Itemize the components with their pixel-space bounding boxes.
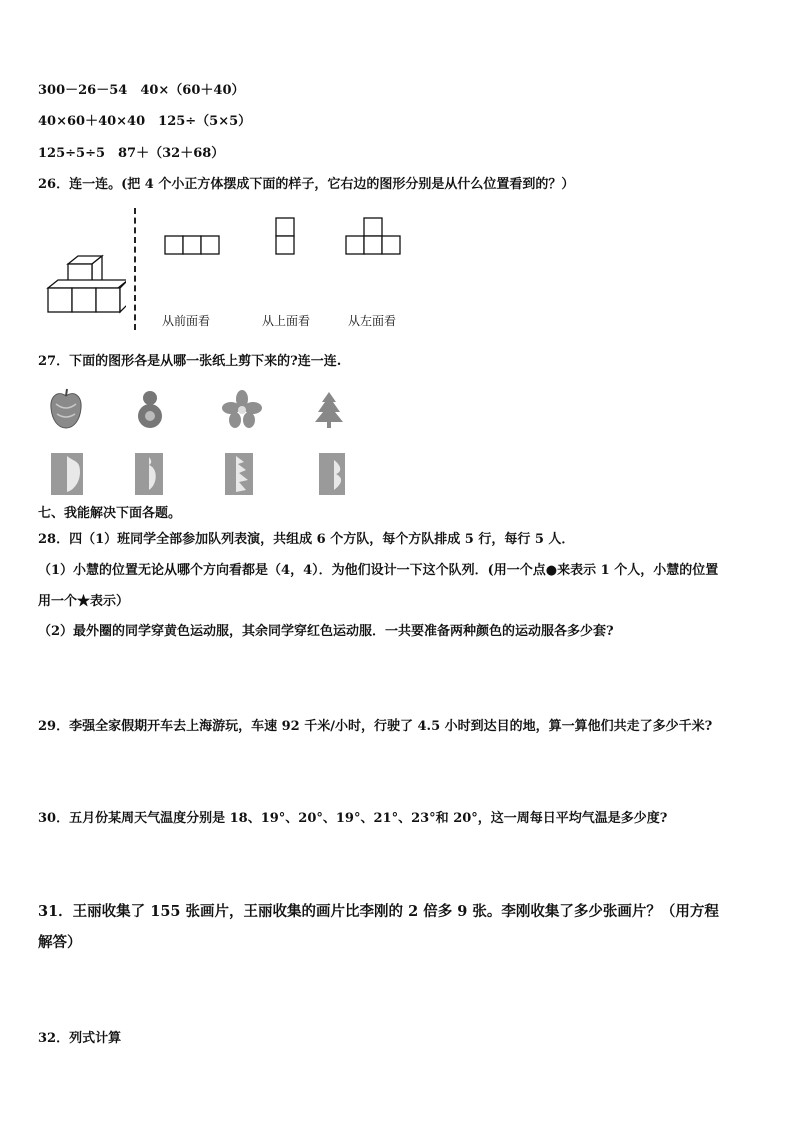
question-31-line-1: 31．王丽收集了 155 张画片，王丽收集的画片比李刚的 2 倍多 9 张。李刚收集了多少张画片？（用方程: [38, 903, 719, 920]
gourd-cutout-image: [134, 388, 166, 430]
question-28-part-1-line-2: 用一个★表示）: [38, 594, 130, 609]
question-28: 28．四（1）班同学全部参加队列表演，共组成 6 个方队，每个方队排成 5 行，每行 5 人．: [38, 532, 575, 547]
question-29: 29．李强全家假期开车去上海游玩，车速 92 千米/小时，行驶了 4.5 小时到达目的地，算一算他们共走了多少千米?: [38, 719, 713, 734]
view-figure-front: [164, 234, 222, 256]
paper-cutout-3-image: [224, 452, 254, 496]
question-28-part-1-line-1: （1）小慧的位置无论从哪个方向看都是（4，4）．为他们设计一下这个队列．(用一个点●来表示 1 个人，小慧的位置: [38, 563, 719, 578]
view-label-front: 从前面看: [162, 314, 211, 328]
paper-cutout-2-image: [134, 452, 164, 496]
calc-row-2: 40×60＋40×40 125÷（5×5）: [38, 114, 252, 129]
view-label-left: 从左面看: [348, 314, 397, 328]
section-7-heading: 七、我能解决下面各题。: [38, 506, 182, 521]
question-26: 26．连一连。(把 4 个小正方体摆成下面的样子，它右边的图形分别是从什么位置看到的？）: [38, 177, 575, 192]
dashed-divider: [134, 208, 136, 330]
apple-cutout-image: [48, 388, 84, 430]
tree-cutout-image: [314, 390, 344, 430]
calc-row-1: 300－26－54 40×（60＋40）: [38, 83, 245, 98]
view-figure-left: [344, 216, 404, 258]
question-32: 32．列式计算: [38, 1031, 122, 1046]
question-28-part-2: （2）最外圈的同学穿黄色运动服，其余同学穿红色运动服．一共要准备两种颜色的运动服各多少套?: [38, 624, 614, 639]
view-figure-top: [274, 216, 296, 258]
paper-cutout-1-image: [50, 452, 84, 496]
paper-cutout-4-image: [318, 452, 346, 496]
question-31-line-2: 解答）: [38, 934, 82, 951]
flower-cutout-image: [222, 390, 262, 428]
view-label-top: 从上面看: [262, 314, 311, 328]
question-30: 30．五月份某周天气温度分别是 18、19°、20°、19°、21°、23°和 20°，这一周每日平均气温是多少度?: [38, 811, 668, 826]
question-27: 27．下面的图形各是从哪一张纸上剪下来的?连一连.: [38, 354, 342, 369]
cube-stack-figure: [44, 250, 126, 316]
calc-row-3: 125÷5÷5 87＋（32＋68）: [38, 146, 225, 161]
